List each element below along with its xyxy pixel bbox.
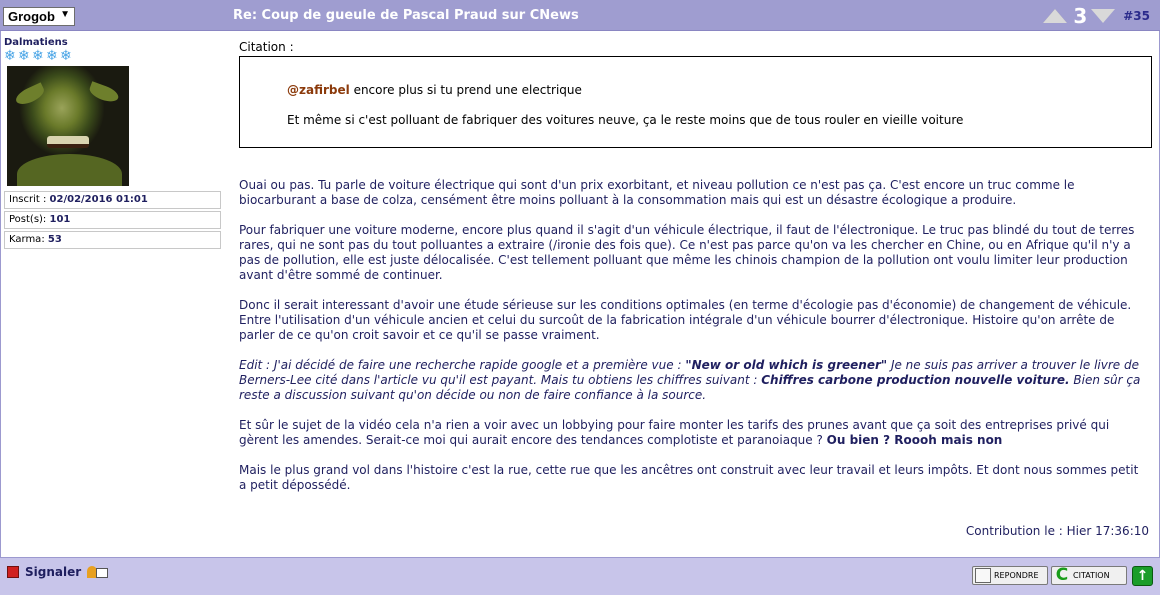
post-paragraph: Pour fabriquer une voiture moderne, encore plus quand il s'agit d'un véhicule électrique, il faut de l'électronique. Le truc pas blindé du tout de terres rares, qui ne sont pas du tout polluantes a extraire (/ironie des fois que). Ce n'est pas parce qu'on va les chercher en Chine, ou en Afrique qu'il n'y a pas de pollution, elle est juste délocalisée. C'est tellement polluant que même les chinois champion de la pollution ont voulu limiter leur production avant d'être sommé de continuer. <box>239 223 1135 282</box>
edit-text: Bien sûr ça reste a discussion suivant qu'on décide ou non de faire confiance à la source. <box>239 373 1141 402</box>
snowflake-icon: ❄ <box>18 48 30 64</box>
avatar-shape <box>13 82 46 107</box>
user-select-value: Grogob <box>8 9 55 24</box>
post-footer <box>0 557 1160 595</box>
triangle-down-icon[interactable] <box>1091 9 1115 23</box>
quote-label: Citation : <box>239 40 294 54</box>
dropdown-arrow-icon: ▼ <box>60 9 70 20</box>
post-paragraph <box>239 418 1149 448</box>
vote-widget <box>1043 5 1150 27</box>
post-paragraph: Mais le plus grand vol dans l'histoire c'est la rue, cette rue que les ancêtres ont construit avec leur travail et leurs impôts. Et dont nous sommes petit a petit dépossédé. <box>239 463 1139 492</box>
reply-icon <box>975 568 991 583</box>
post-header <box>0 0 1160 31</box>
quote-mention[interactable]: @zafirbel <box>287 83 350 97</box>
avatar-shape <box>17 154 122 186</box>
post-number-link[interactable]: #35 <box>1123 9 1150 23</box>
avatar[interactable] <box>7 66 129 186</box>
rank-stars <box>4 49 226 64</box>
info-value: 53 <box>47 234 62 245</box>
edit-text: Edit : J'ai décidé de faire une recherche rapide google et a première vue : <box>239 358 686 372</box>
arrow-up-icon[interactable]: ↑ <box>1132 566 1153 586</box>
quote-icon: C <box>1055 565 1069 585</box>
author-name[interactable]: Dalmatiens <box>4 37 68 48</box>
info-value: 02/02/2016 01:01 <box>49 194 148 205</box>
report-label: Signaler <box>25 565 82 579</box>
info-value: 101 <box>49 214 71 225</box>
source-link[interactable]: Chiffres carbone production nouvelle voiture. <box>761 373 1070 387</box>
snowflake-icon: ❄ <box>46 48 58 64</box>
reply-button[interactable] <box>972 566 1048 585</box>
flag-icon <box>7 566 19 578</box>
user-select[interactable] <box>3 7 75 26</box>
quote-box <box>239 56 1152 148</box>
info-karma <box>4 231 221 249</box>
quote-button-label: CITATION <box>1073 571 1110 580</box>
vote-count: 3 <box>1073 4 1088 28</box>
info-posts <box>4 211 221 229</box>
source-link[interactable]: "New or old which is greener" <box>685 358 888 372</box>
report-link[interactable] <box>7 564 109 580</box>
snowflake-icon: ❄ <box>32 48 44 64</box>
reply-label: REPONDRE <box>994 571 1039 580</box>
contribution-time: Contribution le : Hier 17:36:10 <box>965 524 1149 538</box>
edit-paragraph <box>239 358 1149 403</box>
post-paragraph: Ouai ou pas. Tu parle de voiture électrique qui sont d'un prix exorbitant, et niveau pollution ce n'est pas ça. C'est encore un truc comme le biocarburant a base de colza, censément être moins polluant à la consommation mais qui est un désastre écologique a produire. <box>239 178 1075 207</box>
avatar-shape <box>88 81 121 104</box>
quote-line <box>287 83 1151 98</box>
quote-button[interactable] <box>1051 566 1127 585</box>
quote-text: encore plus si tu prend une electrique <box>349 83 582 97</box>
edit-text: Je ne suis pas arriver a trouver le livre de Berners-Lee cité dans l'article vu qu'il est payant. Mais tu obtiens les chiffres suivant : <box>239 358 1139 387</box>
post-content <box>239 40 1149 493</box>
info-label: Karma: <box>9 234 48 245</box>
snowflake-icon: ❄ <box>60 48 72 64</box>
info-label: Post(s): <box>9 214 50 225</box>
snowflake-icon: ❄ <box>4 48 16 64</box>
paragraph-bold: Ou bien ? Roooh mais non <box>826 433 1003 447</box>
post-paragraph: Donc il serait interessant d'avoir une étude sérieuse sur les conditions optimales (en terme d'écologie pas d'économie) de changement de véhicule. Entre l'utilisation d'un véhicule ancien et celui du surcoût de la fabrication intégrale d'un véhicule bourrer d'électronique. Histoire qu'on arrête de parler de ce qu'on croit savoir et ce qu'il se passe vraiment. <box>239 298 1132 342</box>
paragraph-text: Et sûr le sujet de la vidéo cela n'a rien a voir avec un lobbying pour faire monter les tarifs des prunes avant que ça soit des entreprises privé qui gèrent les amendes. Serait-ce moi qui aurait encore des tendances complotiste et paranoiaque ? <box>239 418 1110 447</box>
quote-line-2: Et même si c'est polluant de fabriquer des voitures neuve, ça le reste moins que de tous rouler en vieille voiture <box>287 113 964 127</box>
info-registered <box>4 191 221 209</box>
thread-title: Re: Coup de gueule de Pascal Praud sur CNews <box>233 8 579 23</box>
alert-icon[interactable] <box>87 564 109 580</box>
triangle-up-icon[interactable] <box>1043 9 1067 23</box>
avatar-shape <box>47 136 89 148</box>
info-label: Inscrit : <box>9 194 50 205</box>
author-sidebar <box>4 37 226 251</box>
